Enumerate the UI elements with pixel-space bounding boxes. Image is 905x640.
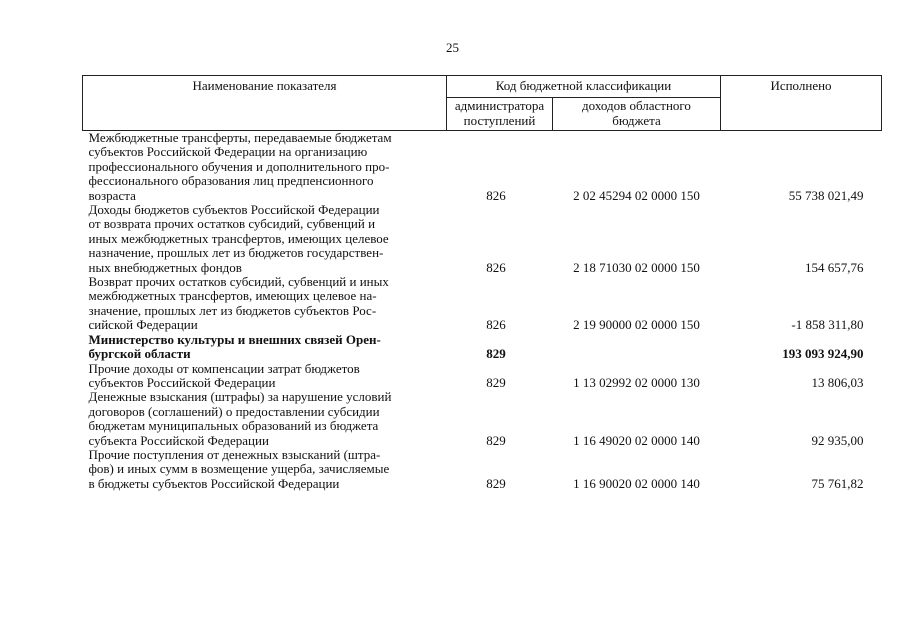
indicator-name-line: фов) и иных сумм в возмещение ущерба, зачисляемые — [88, 461, 390, 477]
executed-amount: -1 858 311,80 — [791, 317, 864, 333]
revenue-code: 2 02 45294 02 0000 150 — [573, 187, 700, 203]
page-number: 25 — [446, 40, 459, 55]
executed-amount: 92 935,00 — [811, 432, 864, 448]
table-row — [83, 362, 882, 391]
indicator-name-line: Межбюджетные трансферты, передаваемые бюджетам — [88, 130, 392, 145]
indicator-name — [83, 448, 447, 491]
indicator-name-line: иных межбюджетных трансфертов, имеющих целевое — [88, 230, 389, 246]
executed-amount: 55 738 021,49 — [788, 187, 864, 203]
indicator-name-line: субъектов Российской Федерации на организацию — [88, 144, 368, 160]
executed-amount: 154 657,76 — [805, 259, 864, 275]
indicator-name-line: Возврат прочих остатков субсидий, субвенций и иных — [88, 274, 389, 290]
header-admin-line: поступлений — [463, 112, 536, 128]
table-row — [83, 203, 882, 275]
table-header — [83, 76, 882, 131]
indicator-name-line: ных внебюджетных фондов — [88, 259, 242, 275]
indicator-name-line: Денежные взыскания (штрафы) за нарушение условий — [88, 389, 392, 405]
revenue-code: 1 16 90020 02 0000 140 — [573, 475, 700, 491]
indicator-name-line: возраста — [88, 187, 136, 203]
header-revenue-line: бюджета — [612, 112, 661, 128]
table-row — [83, 131, 882, 204]
indicator-name-line: в бюджеты субъектов Российской Федерации — [88, 475, 340, 491]
indicator-name-line: Прочие доходы от компенсации затрат бюджетов — [88, 360, 360, 376]
revenue-code — [553, 333, 721, 362]
indicator-name — [83, 275, 447, 333]
indicator-name-line: межбюджетных трансфертов, имеющих целевое на- — [88, 288, 377, 304]
indicator-name — [83, 333, 447, 362]
indicator-name-line: от возврата прочих остатков субсидий, субвенций и — [88, 216, 376, 232]
indicator-name-line: субъектов Российской Федерации — [88, 374, 276, 390]
admin-code: 829 — [486, 346, 506, 362]
revenue-code: 1 13 02992 02 0000 130 — [573, 374, 700, 390]
table-row — [83, 275, 882, 333]
indicator-name-line: Прочие поступления от денежных взысканий (штра- — [88, 446, 381, 462]
header-revenue-line: доходов областного — [582, 98, 691, 113]
header-indicator-name: Наименование показателя — [83, 76, 447, 131]
indicator-name — [83, 203, 447, 275]
indicator-name-line: значение, прошлых лет из бюджетов субъектов Рос- — [88, 302, 377, 318]
budget-table — [82, 75, 882, 491]
revenue-code: 2 19 90000 02 0000 150 — [573, 317, 700, 333]
table-body — [83, 131, 882, 492]
header-revenue-code — [553, 98, 721, 131]
indicator-name — [83, 131, 447, 204]
indicator-name — [83, 362, 447, 391]
indicator-name — [83, 390, 447, 448]
revenue-code: 1 16 49020 02 0000 140 — [573, 432, 700, 448]
admin-code: 829 — [486, 475, 506, 491]
header-executed: Исполнено — [721, 76, 882, 131]
admin-code: 829 — [486, 432, 506, 448]
executed-amount: 193 093 924,90 — [782, 346, 864, 362]
executed-amount: 75 761,82 — [811, 475, 864, 491]
admin-code: 829 — [486, 374, 506, 390]
indicator-name-line: бургской области — [88, 346, 191, 362]
header-admin-line: администратора — [454, 98, 545, 113]
admin-code: 826 — [486, 259, 506, 275]
indicator-name-line: сийской Федерации — [88, 317, 198, 333]
indicator-name-line: профессионального обучения и дополнительного про- — [88, 158, 390, 174]
executed-amount: 13 806,03 — [811, 374, 864, 390]
table-row — [83, 448, 882, 491]
table-row — [83, 390, 882, 448]
table-row — [83, 333, 882, 362]
indicator-name-line: фессионального образования лиц предпенсионного — [88, 173, 374, 189]
admin-code: 826 — [486, 317, 506, 333]
indicator-name-line: субъекта Российской Федерации — [88, 432, 269, 448]
indicator-name-line: бюджетам муниципальных образований из бюджета — [88, 418, 379, 434]
indicator-name-line: Доходы бюджетов субъектов Российской Федерации — [88, 202, 380, 218]
admin-code: 826 — [486, 187, 506, 203]
indicator-name-line: назначение, прошлых лет из бюджетов государствен- — [88, 245, 384, 261]
indicator-name-line: договоров (соглашений) о предоставлении субсидии — [88, 403, 380, 419]
header-budget-classification-code: Код бюджетной классификации — [447, 76, 721, 98]
indicator-name-line: Министерство культуры и внешних связей Орен- — [88, 331, 381, 347]
header-admin-code — [447, 98, 553, 131]
revenue-code: 2 18 71030 02 0000 150 — [573, 259, 700, 275]
